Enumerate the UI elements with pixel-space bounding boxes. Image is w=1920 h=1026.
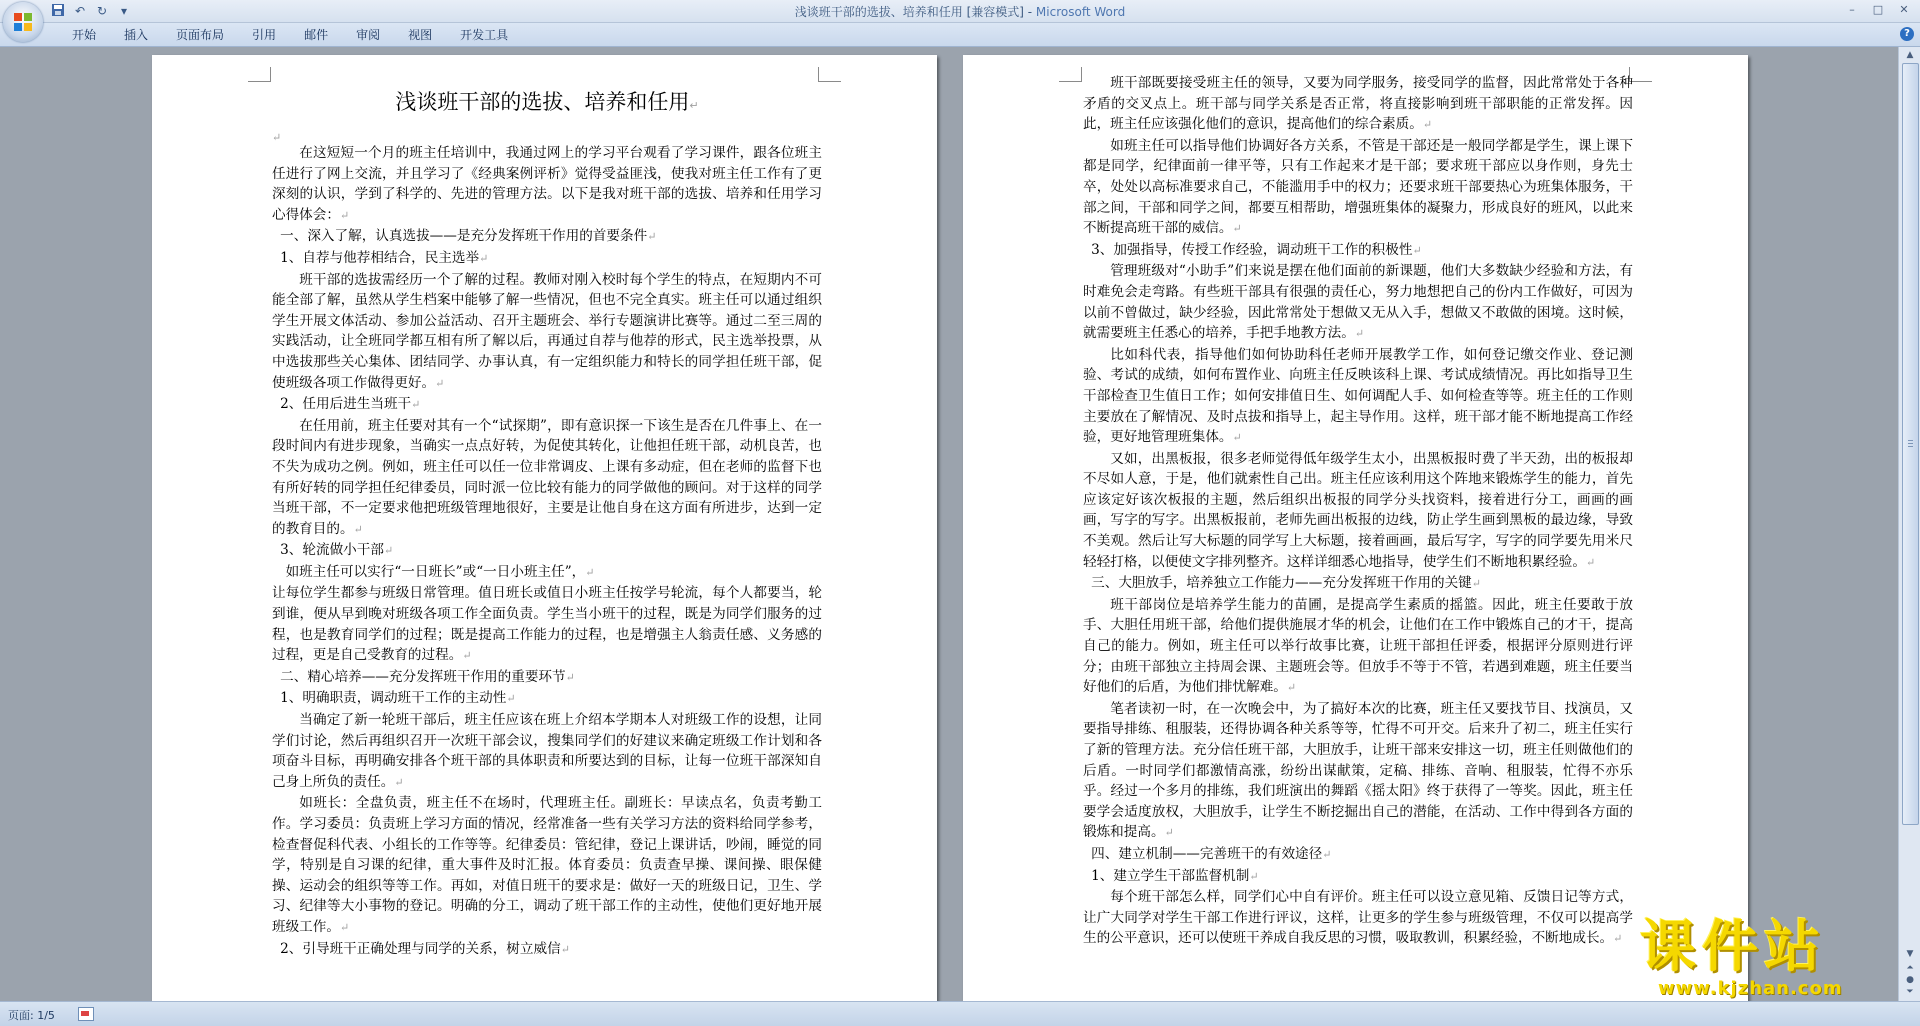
page-corner-mark — [248, 67, 271, 82]
section-heading: 2、任用后进生当班干↵ — [280, 396, 421, 413]
title-bar — [0, 0, 1920, 23]
watermark-text: 课件站 — [1640, 915, 1826, 980]
document-workspace — [0, 47, 1898, 1001]
vertical-scrollbar[interactable] — [1898, 47, 1920, 1001]
section-heading: 二、精心培养——充分发挥班干作用的重要环节↵ — [280, 668, 575, 685]
ribbon-tab[interactable]: 开始 — [72, 28, 97, 42]
close-button[interactable]: ✕ — [1899, 3, 1909, 16]
app-name: Microsoft Word — [1035, 5, 1126, 19]
undo-icon[interactable]: ↶ — [74, 4, 86, 18]
paragraph: 当确定了新一轮班干部后，班主任应该在班上介绍本学期本人对班级工作的设想，让同学们讨论，然后再组织召开一次班干部会议，搜集同学们的好建议来确定班级工作计划和各项奋斗目标，再明确安排各个班干部的具体职责和所要达到的目标，让每一位班干部深知自己身上所负的责任。↵ — [272, 712, 822, 790]
paragraph: 让每位学生都参与班级日常管理。值日班长或值日小班主任按学号轮流，每个人都要当，轮到谁，便从早到晚对班级各项工作全面负责。学生当小班干的过程，既是为同学们服务的过程，也是教育同学们的过程；既是提高工作能力的过程，也是增强主人翁责任感、义务感的过程，更是自己受教育的过程。↵ — [272, 585, 822, 664]
ribbon-tab-row — [0, 23, 1920, 47]
ribbon-tab[interactable]: 插入 — [124, 28, 149, 42]
paragraph: 比如科代表，指导他们如何协助科任老师开展教学工作，如何登记缴交作业、登记测验、考试的成绩，如何布置作业、向班主任反映该科上课、考试成绩情况。再比如指导卫生干部检查卫生值日工作；如何安排值日生、如何调配人手、如何检查等等。班主任的工作则主要放在了解情况、及时点拔和指导上，起主导作用。这样，班干部才能不断地提高工作经验，更好地管理班集体。↵ — [1083, 346, 1633, 446]
ribbon-tabs — [58, 27, 522, 43]
scroll-down-arrow-icon[interactable]: ▼ — [1906, 949, 1914, 959]
ribbon-tab[interactable]: 开发工具 — [460, 28, 509, 42]
page-corner-mark — [1059, 67, 1082, 82]
minimize-button[interactable]: – — [1849, 3, 1855, 16]
section-heading: 四、建立机制——完善班干的有效途径↵ — [1091, 845, 1332, 862]
status-bar — [0, 1001, 1920, 1026]
redo-icon[interactable]: ↻ — [96, 4, 108, 18]
ribbon-tab[interactable]: 审阅 — [356, 28, 381, 42]
document-page-1[interactable] — [152, 55, 937, 1001]
paragraph: 如班主任可以实行“一日班长”或“一日小班主任”，↵ — [285, 563, 595, 580]
paragraph: 每个班干部怎么样，同学们心中自有评价。班主任可以设立意见箱、反馈日记等方式，让广大同学对学生干部工作进行评议，这样，让更多的学生参与班级管理，不仅可以提高学生的公平意识，还可以使班干养成自我反思的习惯，吸取教训，积累经验，不断地成长。↵ — [1083, 889, 1633, 947]
scroll-thumb[interactable] — [1902, 63, 1919, 825]
macro-record-icon[interactable] — [78, 1007, 94, 1021]
paragraph: 班干部岗位是培养学生能力的苗圃，是提高学生素质的摇篮。因此，班主任要敢于放手、大胆任用班干部，给他们提供施展才华的机会，让他们在工作中锻炼自己的才干，提高自己的能力。例如，班主任可以举行故事比赛，让班干部担任评委，根据评分原则进行评分；由班干部独立主持周会课、主题班会等。但放手不等于不管，若遇到难题，班主任要当好他们的后盾，为他们排忧解难。↵ — [1083, 596, 1633, 696]
section-heading: 1、自荐与他荐相结合，民主选举↵ — [280, 249, 489, 266]
maximize-button[interactable]: □ — [1872, 3, 1884, 16]
help-icon[interactable]: ? — [1900, 27, 1914, 41]
ribbon-tab[interactable]: 视图 — [408, 28, 433, 42]
next-page-icon[interactable]: ⏷ — [1906, 987, 1914, 997]
paragraph: 班干部的选拔需经历一个了解的过程。教师对刚入校时每个学生的特点，在短期内不可能全部了解，虽然从学生档案中能够了解一些情况，但也不完全真实。班主任可以通过组织学生开展文体活动、参加公益活动、召开主题班会、举行专题演讲比赛等。通过二至三周的实践活动，让全班同学都互相有所了解以后，再通过自荐与他荐的形式，民主选举投票，从中选拔那些关心集体、团结同学、办事认真，有一定组织能力和特长的同学担任班干部，促使班级各项工作做得更好。↵ — [272, 271, 822, 391]
document-page-2[interactable] — [963, 55, 1748, 1001]
section-heading: 一、深入了解，认真选拔——是充分发挥班干作用的首要条件↵ — [280, 228, 657, 245]
select-browse-object-icon[interactable]: ● — [1906, 975, 1914, 985]
customize-qat-button[interactable]: ▾ — [120, 4, 128, 18]
window-controls — [1840, 2, 1916, 18]
ribbon-tab[interactable]: 引用 — [252, 28, 277, 42]
paragraph: 又如，出黑板报，很多老师觉得低年级学生太小，出黑板报时费了半天劲，出的板报却不尽如人意，于是，他们就索性自己出。班主任应该利用这个阵地来锻炼学生的能力，首先应该定好该次板报的主题，然后组织出板报的同学分头找资料，接着进行分工，画画的画画，写字的写字。出黑板报前，老师先画出板报的边线，防止学生画到黑板的最边缘，导致不美观。然后让写大标题的同学写上大标题，接着画画，最后写字，写字的同学要先用米尺轻轻打格，以便使文字排列整齐。这样详细悉心地指导，使学生们不断地积累经验。↵ — [1083, 450, 1633, 570]
page-count[interactable]: 页面: 1/5 — [8, 1009, 55, 1022]
office-button[interactable] — [3, 2, 43, 42]
paragraph: 在任用前，班主任要对其有一个“试探期”，即有意识探一下该生是否在几件事上、在一段时间内有进步现象，当确实一点点好转，为促使其转化，让他担任班干部，动机良苦，也不失为成功之例。例如，班主任可以任一位非常调皮、上课有多动症，但在老师的监督下也有所好转的同学担任纪律委员，同时派一位比较有能力的同学做他的顾问。对于这样的同学当班干部，不一定要求他把班级管理地很好，主要是让他自身在这方面有所进步，达到一定的教育目的。↵ — [272, 417, 822, 537]
office-logo-icon — [13, 12, 33, 32]
document-name: 浅谈班干部的选拔、培养和任用 [兼容模式] - — [794, 5, 1036, 19]
paragraph: 在这短短一个月的班主任培训中，我通过网上的学习平台观看了学习课件，跟各位班主任进行了网上交流，并且学习了《经典案例评析》觉得受益匪浅，使我对班主任工作有了更深刻的认识，学到了科学的、先进的管理方法。以下是我对班干部的选拔、培养和任用学习心得体会：↵ — [272, 145, 822, 223]
section-heading: 1、建立学生干部监督机制↵ — [1091, 867, 1259, 884]
previous-page-icon[interactable]: ⏶ — [1906, 963, 1914, 973]
watermark-url: www.kjzhan.com — [1658, 978, 1843, 999]
ribbon-tab[interactable]: 邮件 — [304, 28, 329, 42]
page-2-content — [1083, 73, 1633, 950]
section-heading: 2、引导班干正确处理与同学的关系，树立威信↵ — [280, 940, 570, 957]
paragraph: 如班长：全盘负责，班主任不在场时，代理班主任。副班长：早读点名，负责考勤工作。学习委员：负责班上学习方面的情况，经常准备一些有关学习方法的资料给同学参考，检查督促科代表、小组长的工作等等。纪律委员：管纪律，登记上课讲话，吵闹，睡觉的同学，特别是自习课的纪律，重大事件及时汇报。体育委员：负责查早操、课间操、眼保健操、运动会的组织等等工作。再如，对值日班干的要求是：做好一天的班级日记，卫生、学习、纪律等大小事物的登记。明确的分工，调动了班干部工作的主动性，使他们更好地开展班级工作。↵ — [272, 795, 822, 935]
paragraph: 管理班级对“小助手”们来说是摆在他们面前的新课题，他们大多数缺少经验和方法，有时难免会走弯路。有些班干部具有很强的责任心，努力地想把自己的份内工作做好，可因为以前不曾做过，缺少经验，因此常常处于想做又无从入手，想做又不敢做的困境。这时候，就需要班主任悉心的培养，手把手地教方法。↵ — [1083, 263, 1633, 342]
paragraph: 笔者读初一时，在一次晚会中，为了搞好本次的比赛，班主任又要找节目、找演员，又要指导排练、租服装，还得协调各种关系等等，忙得不可开交。后来升了初二，班主任实行了新的管理方法。充分信任班干部，大胆放手，让班干部来安排这一切，班主任则做他们的后盾。一时同学们都激情高涨，纷纷出谋献策，定稿、排练、音响、租服装，忙得不亦乐乎。经过一个多月的排练，我们班演出的舞蹈《摇太阳》终于获得了一等奖。因此，班主任要学会适度放权，大胆放手，让学生不断挖掘出自己的潜能，在活动、工作中得到各方面的锻炼和提高。↵ — [1083, 700, 1633, 841]
page-2-body — [1083, 73, 1633, 950]
section-heading: 3、加强指导，传授工作经验，调动班干工作的积极性↵ — [1091, 241, 1422, 258]
paragraph: 班干部既要接受班主任的领导，又要为同学服务，接受同学的监督，因此常常处于各种矛盾的交叉点上。班干部与同学关系是否正常，将直接影响到班干部职能的正常发挥。因此，班主任应该强化他们的意识，提高他们的综合素质。↵ — [1083, 75, 1633, 133]
ribbon-tab[interactable]: 页面布局 — [176, 28, 225, 42]
site-watermark — [1640, 915, 1910, 1008]
section-heading: 3、轮流做小干部↵ — [280, 542, 394, 559]
section-heading: 三、大胆放手，培养独立工作能力——充分发挥班干作用的关键↵ — [1091, 575, 1481, 592]
section-heading: 1、明确职责，调动班干工作的主动性↵ — [280, 690, 516, 707]
page-1-content — [272, 73, 822, 960]
document-title: 浅谈班干部的选拔、培养和任用↵ — [395, 90, 699, 114]
scroll-up-arrow-icon[interactable]: ▲ — [1906, 50, 1914, 60]
page-1-body — [272, 127, 822, 960]
paragraph: 如班主任可以指导他们协调好各方关系，不管是干部还是一般同学都是学生，课上课下都是同学，纪律面前一律平等，只有工作起来才是干部；要求班干部应以身作则，身先士卒，处处以高标准要求自己，不能滥用手中的权力；还要求班干部要热心为班集体服务，干部之间，干部和同学之间，都要互相帮助，增强班集体的凝聚力，形成良好的班风，以此来不断提高班干部的威信。↵ — [1083, 137, 1633, 237]
window-title — [0, 3, 1920, 20]
paragraph: ↵ — [272, 131, 282, 144]
